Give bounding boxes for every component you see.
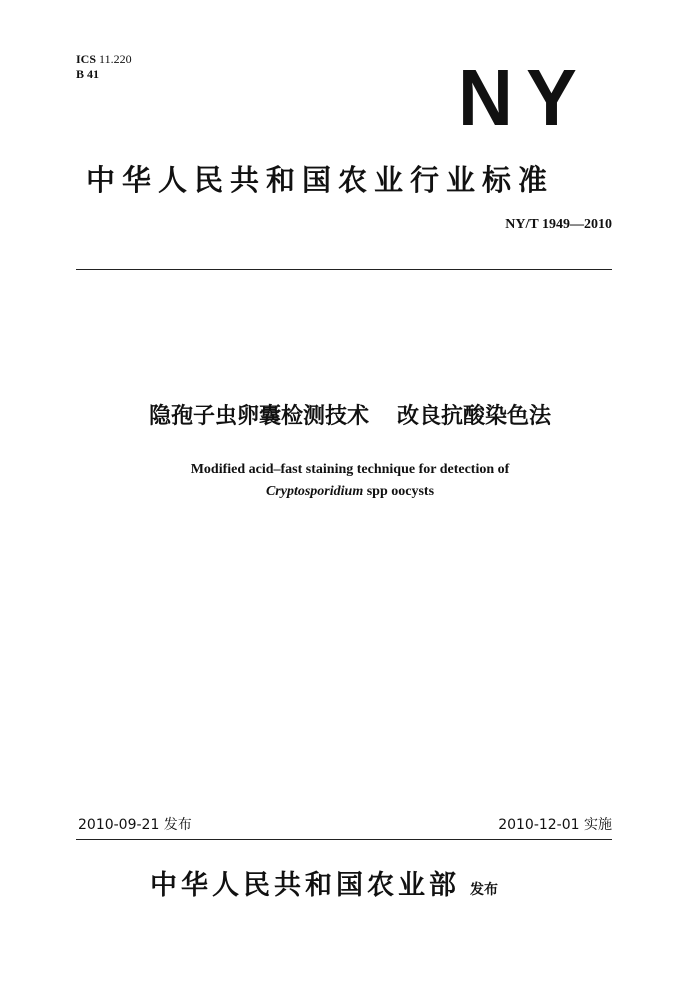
title-part-2: 改良抗酸染色法 bbox=[397, 404, 552, 429]
document-title-english bbox=[0, 459, 700, 503]
standard-code: NY/T 1949—2010 bbox=[505, 217, 612, 232]
issue-date: 2010-09-21 发布 bbox=[78, 817, 192, 833]
header-divider bbox=[76, 269, 612, 270]
classification-codes bbox=[76, 52, 132, 82]
english-title-line-2 bbox=[0, 481, 700, 503]
ics-code: 11.220 bbox=[99, 52, 132, 66]
implement-date: 2010-12-01 实施 bbox=[498, 817, 612, 833]
document-title-chinese bbox=[0, 399, 700, 430]
title-part-1: 隐孢子虫卵囊检测技术 bbox=[148, 404, 369, 429]
footer-divider bbox=[76, 839, 612, 840]
ics-line bbox=[76, 52, 132, 67]
ccs-code: B 41 bbox=[76, 67, 100, 81]
header-title: 中华人民共和国农业行业标准 bbox=[86, 163, 555, 197]
issuer-suffix: 发布 bbox=[470, 882, 498, 898]
issuer bbox=[150, 863, 498, 902]
ny-logo: NY bbox=[458, 53, 591, 142]
english-title-rest: spp oocysts bbox=[363, 484, 435, 499]
genus-name: Cryptosporidium bbox=[265, 484, 364, 499]
english-title-line-1: Modified acid–fast staining technique for detection of bbox=[190, 462, 510, 477]
issuer-name: 中华人民共和国农业部 bbox=[150, 870, 460, 901]
ics-label: ICS bbox=[76, 52, 97, 66]
